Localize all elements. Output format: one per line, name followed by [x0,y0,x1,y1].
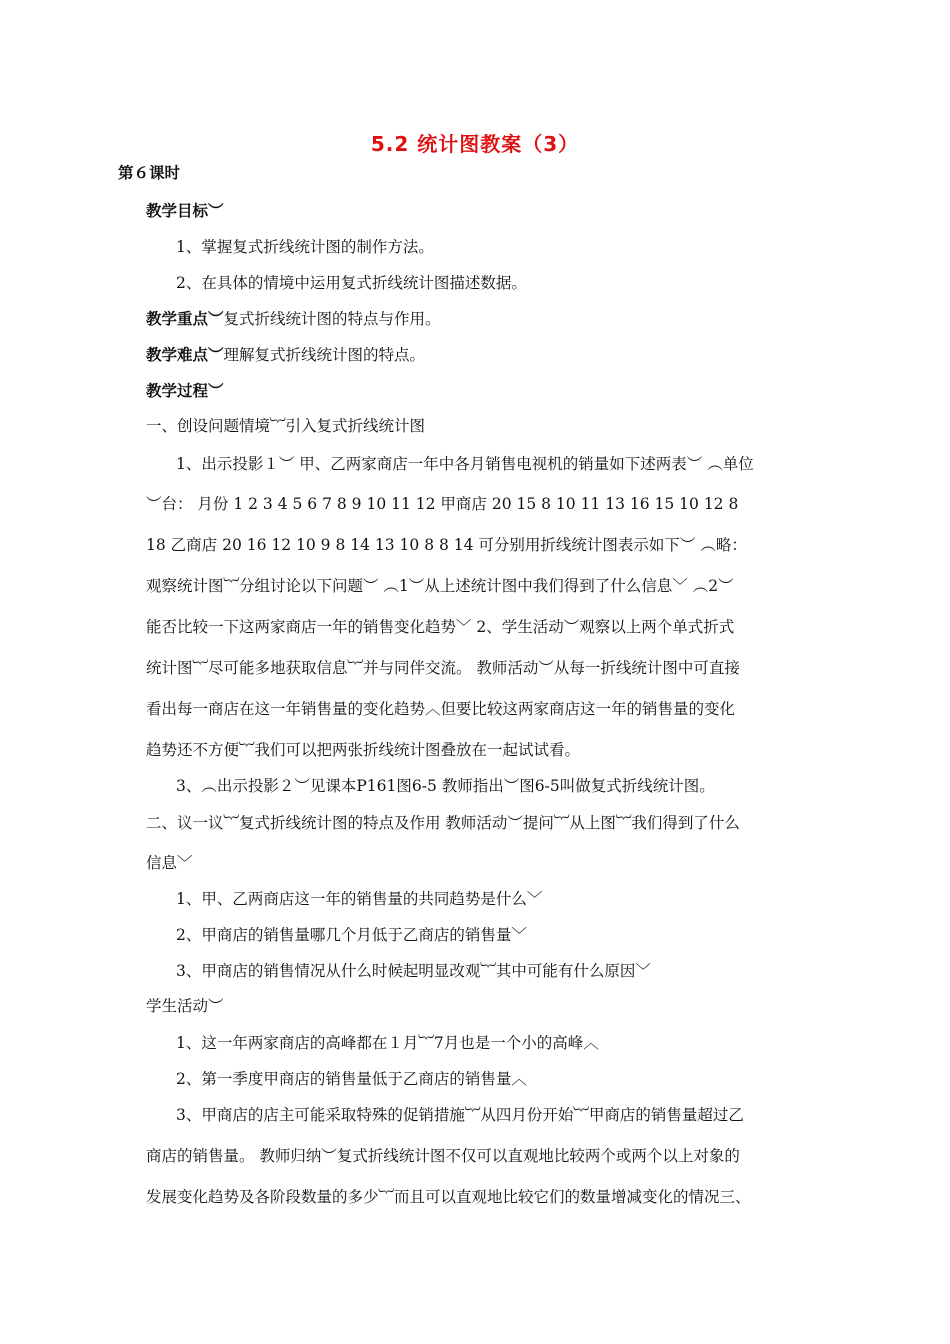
paragraph-1-line: 趋势还不方便︸我们可以把两张折线统计图叠放在一起试试看。 [146,741,581,759]
answer-item-3-line: 商店的销售量。 教师归纳︶复式折线统计图不仅可以直观地比较两个或两个以上对象的 [146,1147,740,1165]
question-item-3: 3、甲商店的销售情况从什么时候起明显改观︸其中可能有什么原因﹀ [176,962,651,980]
answer-item-2: 2、第一季度甲商店的销售量低于乙商店的销售量︿ [176,1070,527,1088]
key-point-label: 教学重点︶ [146,310,224,328]
paragraph-1-line: 看出每一商店在这一年销售量的变化趋势︿但要比较这两家商店这一年的销售量的变化 [146,700,736,718]
paragraph-1-line: 1、出示投影１︶ 甲、乙两家商店一年中各月销售电视机的销量如下述两表︶ ︵单位 [176,455,754,473]
answer-item-3-line: 发展变化趋势及各阶段数量的多少︸而且可以直观地比较它们的数量增减变化的情况三、 [146,1188,751,1206]
section-2-line: 二、议一议︸复式折线统计图的特点及作用 教师活动︶提问︸从上图︸我们得到了什么 [146,814,740,832]
paragraph-1-line: ︶台： 月份 1 2 3 4 5 6 7 8 9 10 11 12 甲商店 20 15 8 10 11 13 16 15 10 12 8 [146,495,739,513]
answer-item-1: 1、这一年两家商店的高峰都在１月︸7月也是一个小的高峰︿ [176,1034,599,1052]
paragraph-3: 3、︵出示投影２︶见课本P161图6-5 教师指出︶图6-5叫做复式折线统计图。 [176,777,715,795]
document-title: 5.2 统计图教案（3） [370,132,580,156]
student-activity-heading: 学生活动︶ [146,997,224,1015]
paragraph-1-line: 统计图︸尽可能多地获取信息︸并与同伴交流。 教师活动︶从每一折线统计图中可直接 [146,659,740,677]
question-item-1: 1、甲、乙两商店这一年的销售量的共同趋势是什么﹀ [176,890,543,908]
paragraph-1-line: 观察统计图︸分组讨论以下问题︶ ︵1︶从上述统计图中我们得到了什么信息﹀ ︵2︶ [146,577,734,595]
difficulty-line [146,345,425,365]
goals-heading: 教学目标︶ [146,202,224,220]
process-heading: 教学过程︶ [146,382,224,400]
goal-item-2: 2、在具体的情境中运用复式折线统计图描述数据。 [176,274,527,292]
answer-item-3-line: 3、甲商店的店主可能采取特殊的促销措施︸从四月份开始︸甲商店的销售量超过乙 [176,1106,744,1124]
goal-item-1: 1、掌握复式折线统计图的制作方法。 [176,238,434,256]
section-2-line: 信息﹀ [146,854,193,872]
key-point-text: 复式折线统计图的特点与作用。 [223,310,441,328]
difficulty-label: 教学难点︶ [146,346,224,364]
key-point-line [146,309,441,329]
question-item-2: 2、甲商店的销售量哪几个月低于乙商店的销售量﹀ [176,926,527,944]
paragraph-1-line: 18 乙商店 20 16 12 10 9 8 14 13 10 8 8 14 可分别用折线统计图表示如下︶ ︵略： [146,536,747,554]
section-1-heading: 一、创设问题情境︸引入复式折线统计图 [146,417,426,435]
difficulty-text: 理解复式折线统计图的特点。 [223,346,426,364]
period-label: 第６课时 [118,164,181,182]
paragraph-1-line: 能否比较一下这两家商店一年的销售变化趋势﹀ 2、学生活动︶观察以上两个单式折式 [146,618,735,636]
